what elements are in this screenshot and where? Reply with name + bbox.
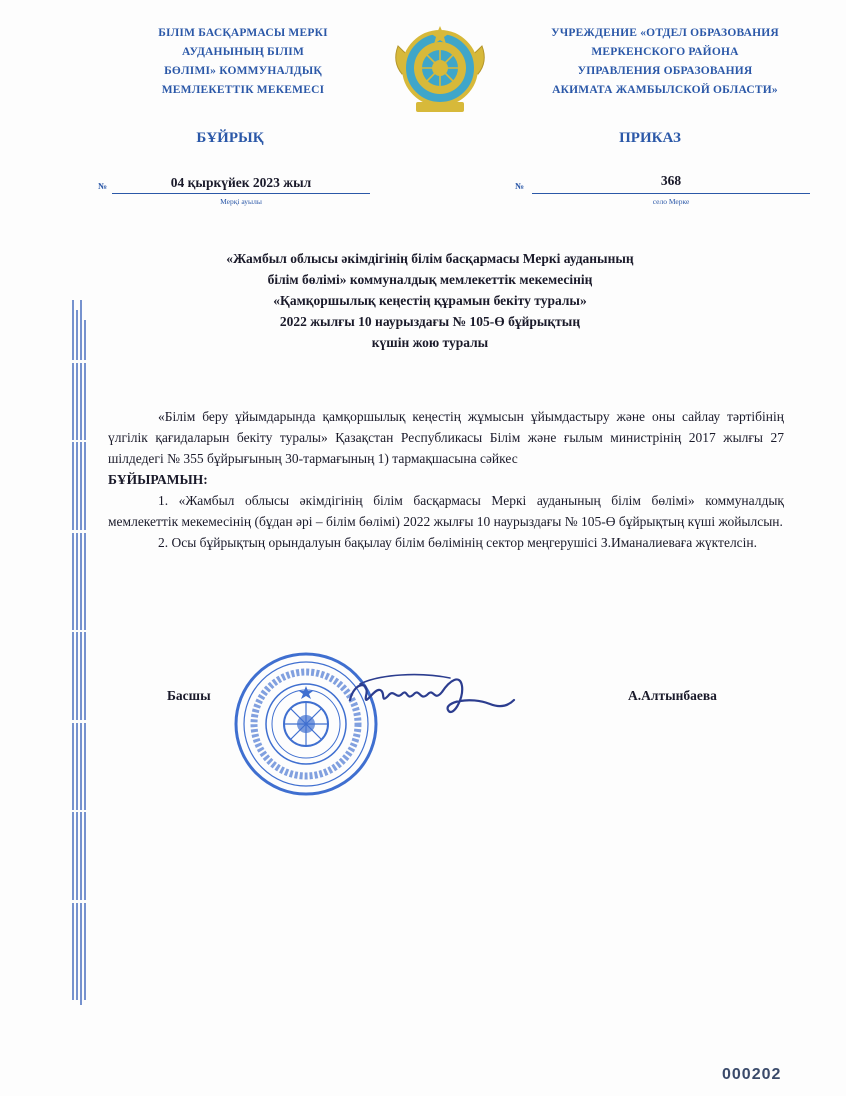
preamble-paragraph: «Білім беру ұйымдарында қамқоршылық кеңестің жұмысын ұйымдастыру және оны сайлау тәртібінің үлгілік қағидаларын бекіту туралы» Қазақстан Республикасы Білім және ғылым министрінің 2017 жылғы 27 шілдедегі № 355 бұйрығының 30-тармағының 1) тармақшасына сәйкес	[108, 409, 784, 466]
title-line: білім бөлімі» коммуналдық мемлекеттік мекемесінің	[267, 272, 593, 287]
signatory-name: А.Алтынбаева	[628, 688, 717, 703]
number-sign-right: №	[515, 181, 525, 191]
number-underline	[532, 193, 810, 194]
date-underline	[112, 193, 370, 194]
date-value: 04 қыркүйек 2023 жыл	[170, 175, 312, 190]
order-item-2: 2. Осы бұйрықтың орындалуын бақылау білім бөлімінің сектор меңгерушісі З.Иманалиеваға жүктелсін.	[158, 535, 758, 550]
header-right-line: МЕРКЕНСКОГО РАЙОНА	[591, 46, 739, 58]
number-caption: село Мерке	[652, 197, 690, 206]
title-line: 2022 жылғы 10 наурыздағы № 105-Ө бұйрықтың	[279, 314, 581, 329]
header-right-line: АКИМАТА ЖАМБЫЛСКОЙ ОБЛАСТИ»	[552, 84, 778, 96]
header-left-line: БІЛІМ БАСҚАРМАСЫ МЕРКІ	[158, 27, 328, 39]
order-item-1: 1. «Жамбыл облысы әкімдігінің білім басқармасы Меркі ауданының білім бөлімі» коммуналдық мемлекеттік мекемесінің (бұдан әрі – білім бөлімі) 2022 жылғы 10 наурыздағы № 105-Ө бұйрықтың күші жойылсын.	[108, 493, 784, 529]
header-left-kz	[108, 24, 378, 100]
signature-label: Басшы	[167, 688, 211, 703]
header-left-line: МЕМЛЕКЕТТІК МЕКЕМЕСІ	[161, 84, 325, 96]
doc-type-kz: БҰЙРЫҚ	[196, 130, 264, 146]
title-line: «Жамбыл облысы әкімдігінің білім басқармасы Меркі ауданының	[226, 251, 634, 266]
order-word: БҰЙЫРАМЫН:	[108, 472, 208, 487]
date-caption: Мерқі ауылы	[220, 197, 262, 206]
header-right-line: УПРАВЛЕНИЯ ОБРАЗОВАНИЯ	[577, 65, 753, 77]
state-emblem-icon	[388, 22, 492, 118]
vertical-margin-microtext	[70, 300, 90, 1012]
header-right-ru	[505, 24, 825, 100]
document-body	[108, 406, 784, 553]
document-title	[150, 248, 710, 353]
handwritten-signature	[340, 660, 520, 730]
header-left-line: БӨЛІМІ» КОММУНАЛДЫҚ	[164, 65, 322, 77]
header-right-line: УЧРЕЖДЕНИЕ «ОТДЕЛ ОБРАЗОВАНИЯ	[551, 27, 779, 39]
serial-number: 000202	[722, 1066, 782, 1083]
title-line: күшін жою туралы	[371, 335, 489, 350]
order-number: 368	[660, 173, 682, 188]
header-left-line: АУДАНЫНЫҢ БІЛІМ	[181, 46, 305, 58]
title-line: «Қамқоршылық кеңестің құрамын бекіту туралы»	[273, 293, 587, 308]
doc-type-ru: ПРИКАЗ	[619, 130, 681, 146]
number-sign-left: №	[98, 181, 108, 191]
